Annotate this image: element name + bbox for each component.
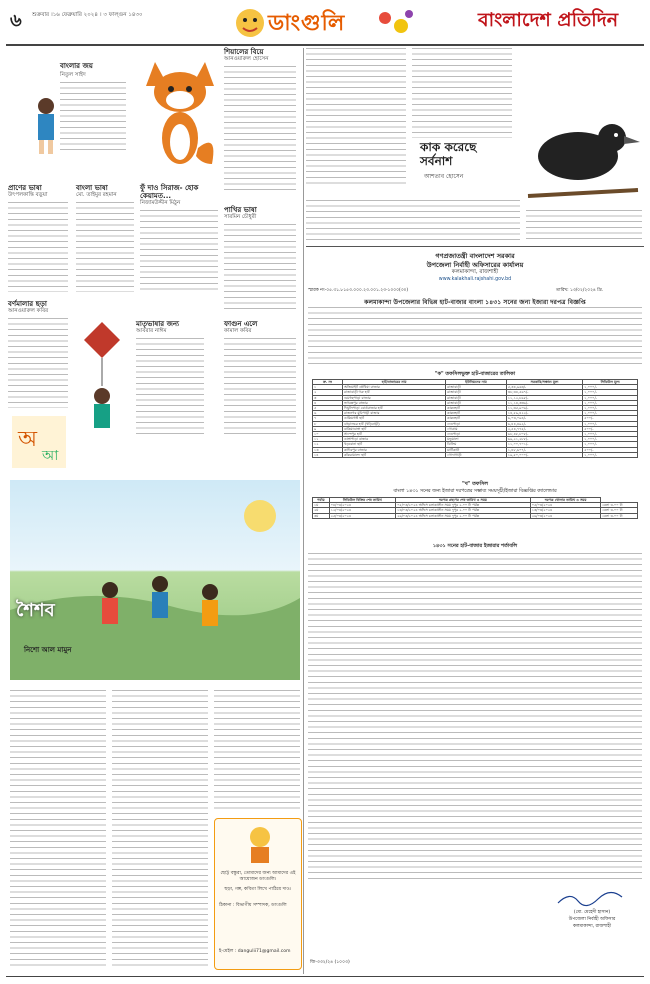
- supplement-title: ডাংগুলি: [268, 11, 346, 36]
- table-cell: রাজাবাড়ী: [446, 385, 507, 390]
- table-cell: বেলা ৩.০০ টা: [601, 508, 638, 513]
- table-cell: কাদিরপুর বাজার: [343, 447, 446, 452]
- notice-gov: গণপ্রজাতন্ত্রী বাংলাদেশ সরকার: [435, 252, 515, 260]
- table-cell: ১১,১২,৮৯৮/-: [506, 395, 582, 400]
- poem-body: [8, 318, 68, 408]
- story-title: শৈশব: [16, 600, 55, 621]
- table-a-title: "ক" তফসিলভুক্ত হাট-বাজারের তালিকা: [434, 371, 516, 377]
- poem-title: প্রাণের ভাষা: [8, 184, 42, 192]
- table-cell: ০৫/০৩/২০২৪: [530, 503, 601, 508]
- table-cell: খড়বোনা হাট: [343, 442, 446, 447]
- table-row: [313, 513, 638, 518]
- svg-text:আ: আ: [42, 448, 59, 464]
- poem-9: [136, 320, 208, 440]
- footer-box: [214, 818, 302, 970]
- table-cell: ১,০০০/-: [583, 432, 638, 437]
- fox-illustration: [140, 52, 220, 172]
- alphabet-illustration: [8, 410, 70, 474]
- boy-kite-illustration: [72, 316, 134, 446]
- table-cell: ২৬/০৩/২০২৪ অফিস চলাকালীন সময় দুপুর ২.০০ টা পর্যন্ত: [396, 513, 531, 518]
- poem-title: মাতৃভাষার জন্য: [136, 320, 180, 328]
- table-cell: ঝিলিম: [446, 442, 507, 447]
- poem-title: পাখির ভাষা: [224, 206, 257, 214]
- table-cell: ডাঙ্গাপাড়া বাজার: [343, 437, 446, 442]
- poem-body: [224, 66, 296, 194]
- table-cell: ১,৪৮,৬০৭/-: [506, 447, 582, 452]
- notice-headline: কলমাকান্দা উপজেলার বিভিন্ন হাট-বাজার বাংলা ১৪৩১ সনের জন্য ইজারা দরপত্র বিজ্ঞপ্তি: [364, 299, 586, 306]
- signer-title: উপজেলা নির্বাহী অফিসার: [568, 917, 616, 922]
- table-cell: রাজাবাড়ী: [446, 395, 507, 400]
- table-cell: ০৪/০৩/২০২৪: [329, 503, 395, 508]
- story: [10, 560, 120, 654]
- table-cell: রাজাবাড়ী গরু হাট: [343, 390, 446, 395]
- table-b-subtitle: বাংলা ১৪৩১ সনের জন্য ইজারা দরপত্রের সম্ভাব্য সময়সূচী/ইজারা বিজ্ঞপ্তির ক্যালেন্ডার: [393, 489, 557, 494]
- story-author: নিশো আল মামুন: [24, 646, 72, 654]
- table-header-cell: সিডিউল বিক্রির শেষ তারিখ: [329, 498, 395, 503]
- table-cell: গুমগছপাড়া বাজার: [343, 395, 446, 400]
- rules-body: [308, 553, 642, 883]
- table-cell: ১,০০০/-: [583, 400, 638, 405]
- table-cell: ১৩/০৩/২০২৪ অফিস চলাকালীন সময় দুপুর ২.০০ টা পর্যন্ত: [396, 508, 531, 513]
- table-cell: ৩৮,৩৪,৫৬৭/-: [506, 390, 582, 395]
- table-cell: ৩: [313, 395, 343, 400]
- table-cell: কাঁকরামালদ হাট: [343, 452, 446, 457]
- table-cell: ১৯,৫০,০০০/-: [506, 452, 582, 457]
- poem-title: বাংলা ভাষা: [76, 184, 108, 192]
- table-cell: ০৫/০৩/২০২৪ অফিস চলাকালীন সময় দুপুর ২.০০ টা পর্যন্ত: [396, 503, 531, 508]
- table-a: [312, 379, 638, 458]
- table-cell: রাজাবাড়ী: [446, 390, 507, 395]
- story-body: [112, 690, 208, 970]
- table-cell: ১২/০৩/২০২৪: [329, 508, 395, 513]
- table-cell: ৭: [313, 416, 343, 421]
- notice-ref: স্মারক নং-০৫.৩১.৮১৫৩.০০০.২৩.০০১.২৩-১০০০(৩০): [308, 288, 409, 293]
- poem-author: আনওয়ারুল হোসেন: [224, 56, 269, 62]
- table-cell: কাকনহাট: [446, 416, 507, 421]
- poem-title: বর্ণমালার ছড়া: [8, 300, 47, 308]
- table-cell: ৬৯,২১,২৮৮/-: [506, 437, 582, 442]
- poem-body: [224, 338, 296, 438]
- table-cell: ১১,১৪,৩৩৬/-: [506, 400, 582, 405]
- table-cell: ১১: [313, 437, 343, 442]
- table-cell: ৬,০৩,০৯৪/-: [506, 416, 582, 421]
- table-cell: দেওপাড়া: [446, 421, 507, 426]
- table-cell: ১,০০০/-: [583, 421, 638, 426]
- poem-author: সারমিন চৌধুরী: [224, 214, 257, 220]
- poem-body: [140, 210, 218, 290]
- table-header-cell: হাট/বাজারের নাম: [343, 380, 446, 385]
- table-b-title: "খ" তফসিল: [461, 481, 489, 487]
- poem-1: [8, 48, 138, 166]
- notice-office: উপজেলা নির্বাহী অফিসারের কার্যালয়: [426, 261, 524, 269]
- table-cell: ৫: [313, 406, 343, 411]
- notice-web[interactable]: www.kalakhali.rajshahi.gov.bd: [438, 277, 512, 282]
- table-header-cell: সিডিউল মূল্য: [583, 380, 638, 385]
- table-header-cell: ইউনিয়নের নাম: [446, 380, 507, 385]
- table-cell: ঝাড়ালচর হাট (খড়িবাড়ী): [343, 421, 446, 426]
- table-cell: রাজনগর মুচিপাড়ী বাজার: [343, 411, 446, 416]
- news-column-left: [306, 48, 406, 188]
- page-number: ৬: [10, 10, 22, 31]
- child-drawing-icon: [243, 825, 277, 865]
- table-cell: রাজাবাড়ী: [446, 400, 507, 405]
- table-cell: ৪: [313, 400, 343, 405]
- notice-location: কলমাকান্দা, রাজশাহী: [451, 269, 499, 275]
- poem-10: [224, 320, 300, 440]
- table-cell: ১৩/০৩/২০২৪: [530, 508, 601, 513]
- poem-6: [224, 206, 300, 316]
- table-cell: ১,০০০/-: [583, 437, 638, 442]
- table-cell: ৬: [313, 411, 343, 416]
- rules-title: ১৪৩১ সনের হাট-বাজার ইজারার শর্তাবলি: [432, 543, 518, 549]
- poem-7-title: কাক করেছে সর্বনাশ: [420, 140, 477, 168]
- table-cell: দিঘুলিপাড়া বোর্ডবাজার হাট: [343, 406, 446, 411]
- date-line: শুক্রবার ।১৬ ফেব্রুয়ারি ২০২৪ । ৩ ফাল্গুন ১৪৩০: [32, 12, 143, 18]
- table-cell: ১: [313, 385, 343, 390]
- poem-author: মো. তাইমুর রহমান: [76, 192, 117, 198]
- newspaper-logo: বাংলাদেশ প্রতিদিন: [478, 9, 619, 31]
- table-header-cell: দরপত্র গ্রহণের শেষ তারিখ ও সময়: [396, 498, 531, 503]
- table-cell: ২৬/০৩/২০২৪: [530, 513, 601, 518]
- poem-body: [136, 338, 204, 438]
- table-cell: গোগ্রাম: [446, 426, 507, 431]
- table-cell: মাটিকাটা: [446, 447, 507, 452]
- table-cell: ১,০০০/-: [583, 406, 638, 411]
- notice-intro: [308, 307, 642, 367]
- poem-body: [60, 82, 126, 152]
- poem-body: [8, 202, 68, 292]
- table-cell: ৬,৪৪,৪৯২/-: [506, 421, 582, 426]
- table-cell: মন্ডুমালা: [446, 437, 507, 442]
- table-cell: ৫০০/-: [583, 426, 638, 431]
- poem-title: ফুঁ দাও সিরাজ- হোক কেয়ামত...: [140, 184, 199, 200]
- table-header-cell: পর্যায়: [313, 498, 330, 503]
- story-body: [10, 690, 106, 970]
- table-b: [312, 497, 638, 519]
- poem-2: [224, 48, 300, 198]
- crow-illustration: [518, 96, 644, 206]
- table-cell: বেলা ৩.০০ টা: [601, 503, 638, 508]
- footer-line-1: ছোট্ট বন্ধুরা, তোমাদের জন্য আমাদের এই আয়োজন ডাংগুলি।: [220, 871, 296, 882]
- table-row: [313, 452, 638, 457]
- table-cell: ১,০০০/-: [583, 390, 638, 395]
- table-cell: ১,০০০/-: [583, 385, 638, 390]
- poem-author: উৎপলকান্তি বড়ুয়া: [8, 192, 48, 198]
- poem-title: শিয়ালের বিয়ে: [224, 48, 264, 56]
- table-cell: ১০: [313, 432, 343, 437]
- poem-7-author: আশতাব হোসেন: [424, 173, 464, 180]
- table-header-cell: সরকারি/সম্ভাব্য মূল্য: [506, 380, 582, 385]
- table-cell: ১১,০০,৭০১/-: [506, 442, 582, 447]
- table-cell: ভগবন্তপুর বাজার: [343, 400, 446, 405]
- signature-image: [556, 891, 626, 907]
- poem-author: নিজামউদ্দীন মিঠুন: [140, 200, 181, 206]
- table-cell: ১,০০০/-: [583, 395, 638, 400]
- masthead-cartoon-logo: [230, 3, 270, 43]
- table-cell: ১,০০০/-: [583, 452, 638, 457]
- table-cell: অজিয়াইট তেঁথিয়া বাজার: [343, 385, 446, 390]
- girl-illustration: [30, 96, 62, 156]
- table-cell: ৫০০/-: [583, 447, 638, 452]
- government-notice: [306, 246, 644, 975]
- table-cell: গোদাগাড়ী: [446, 452, 507, 457]
- table-cell: ১,০০০/-: [583, 442, 638, 447]
- table-cell: বেলা ৩.০০ টা: [601, 513, 638, 518]
- table-cell: ৫০০/-: [583, 416, 638, 421]
- table-cell: ২,৫৪,৭৭৫/-: [506, 426, 582, 431]
- table-cell: বাকিয়াডাঙ্গা হাট: [343, 426, 446, 431]
- poem-4: [76, 184, 136, 294]
- notice-date: তারিখ: ১৩/০২/২০২৪ খ্রি.: [556, 288, 604, 293]
- table-cell: ৯: [313, 426, 343, 431]
- table-cell: দেওপাড়া: [446, 432, 507, 437]
- table-cell: ৫,৩৪,৯৬৩/-: [506, 385, 582, 390]
- poem-author: নিতুল সাইদ: [60, 72, 86, 78]
- table-cell: ১৩: [313, 447, 343, 452]
- poem-author: আনওয়ারুল কবির: [8, 308, 49, 314]
- table-cell: ১৪,৫৯,৪২২/-: [506, 411, 582, 416]
- story-body: [214, 690, 300, 810]
- table-cell: ১১,৩৫,৯০৬/-: [506, 406, 582, 411]
- table-header-cell: দরপত্র খোলার তারিখ ও সময়: [530, 498, 601, 503]
- footer-line-2: ছড়া, গল্প, কবিতা লিখে পাঠিয়ে দাও।: [224, 887, 292, 892]
- flowers-icon: [375, 6, 415, 40]
- table-cell: ১৪: [313, 452, 343, 457]
- table-cell: ১ম: [313, 503, 330, 508]
- poem-body: [76, 202, 134, 292]
- poem-5: [140, 184, 220, 294]
- table-header-cell: ক্র. নং: [313, 380, 343, 385]
- table-cell: ১২: [313, 442, 343, 447]
- poem-8: [8, 300, 72, 476]
- table-cell: সান্দেপুর হাট: [343, 432, 446, 437]
- footer-address: ঠিকানা : বিভাগীয় সম্পাদক, ডাংগুলি: [219, 903, 287, 908]
- poem-title: ফাগুন এলে: [224, 320, 258, 328]
- poem-title: বাংলার জয়: [60, 62, 93, 70]
- signer-name: (মো. মেহেদী হাসান): [573, 910, 611, 915]
- table-cell: কাকনহাট: [446, 406, 507, 411]
- footer-email: ই-মেইল : dangulii71@gmail.com: [219, 949, 291, 954]
- table-cell: ১,০০০/-: [583, 411, 638, 416]
- table-cell: ৮: [313, 421, 343, 426]
- poem-body: [224, 224, 296, 312]
- poem-7-body: [526, 210, 642, 242]
- notice-code: জি-৩৩২/২৪ (১০০৩): [310, 960, 350, 965]
- table-cell: ৬৮,৪৮,৮০৮/-: [506, 432, 582, 437]
- table-cell: কাকনহাট: [446, 411, 507, 416]
- poem-author: কামাল কবির: [224, 328, 252, 334]
- poem-3: [8, 184, 72, 294]
- svg-text:অ: অ: [18, 427, 38, 452]
- poem-7-body: [306, 200, 520, 240]
- table-cell: ২৫/০৩/২০২৪: [329, 513, 395, 518]
- table-cell: ডাকিমগঞ্জ হাট: [343, 416, 446, 421]
- table-cell: ২য়: [313, 508, 330, 513]
- signer-place: কলমাকান্দা, রাজশাহী: [573, 924, 611, 929]
- poem-author: আবরার নাঈম: [136, 328, 167, 334]
- table-cell: ২: [313, 390, 343, 395]
- masthead: [0, 0, 650, 46]
- table-cell: ৩য়: [313, 513, 330, 518]
